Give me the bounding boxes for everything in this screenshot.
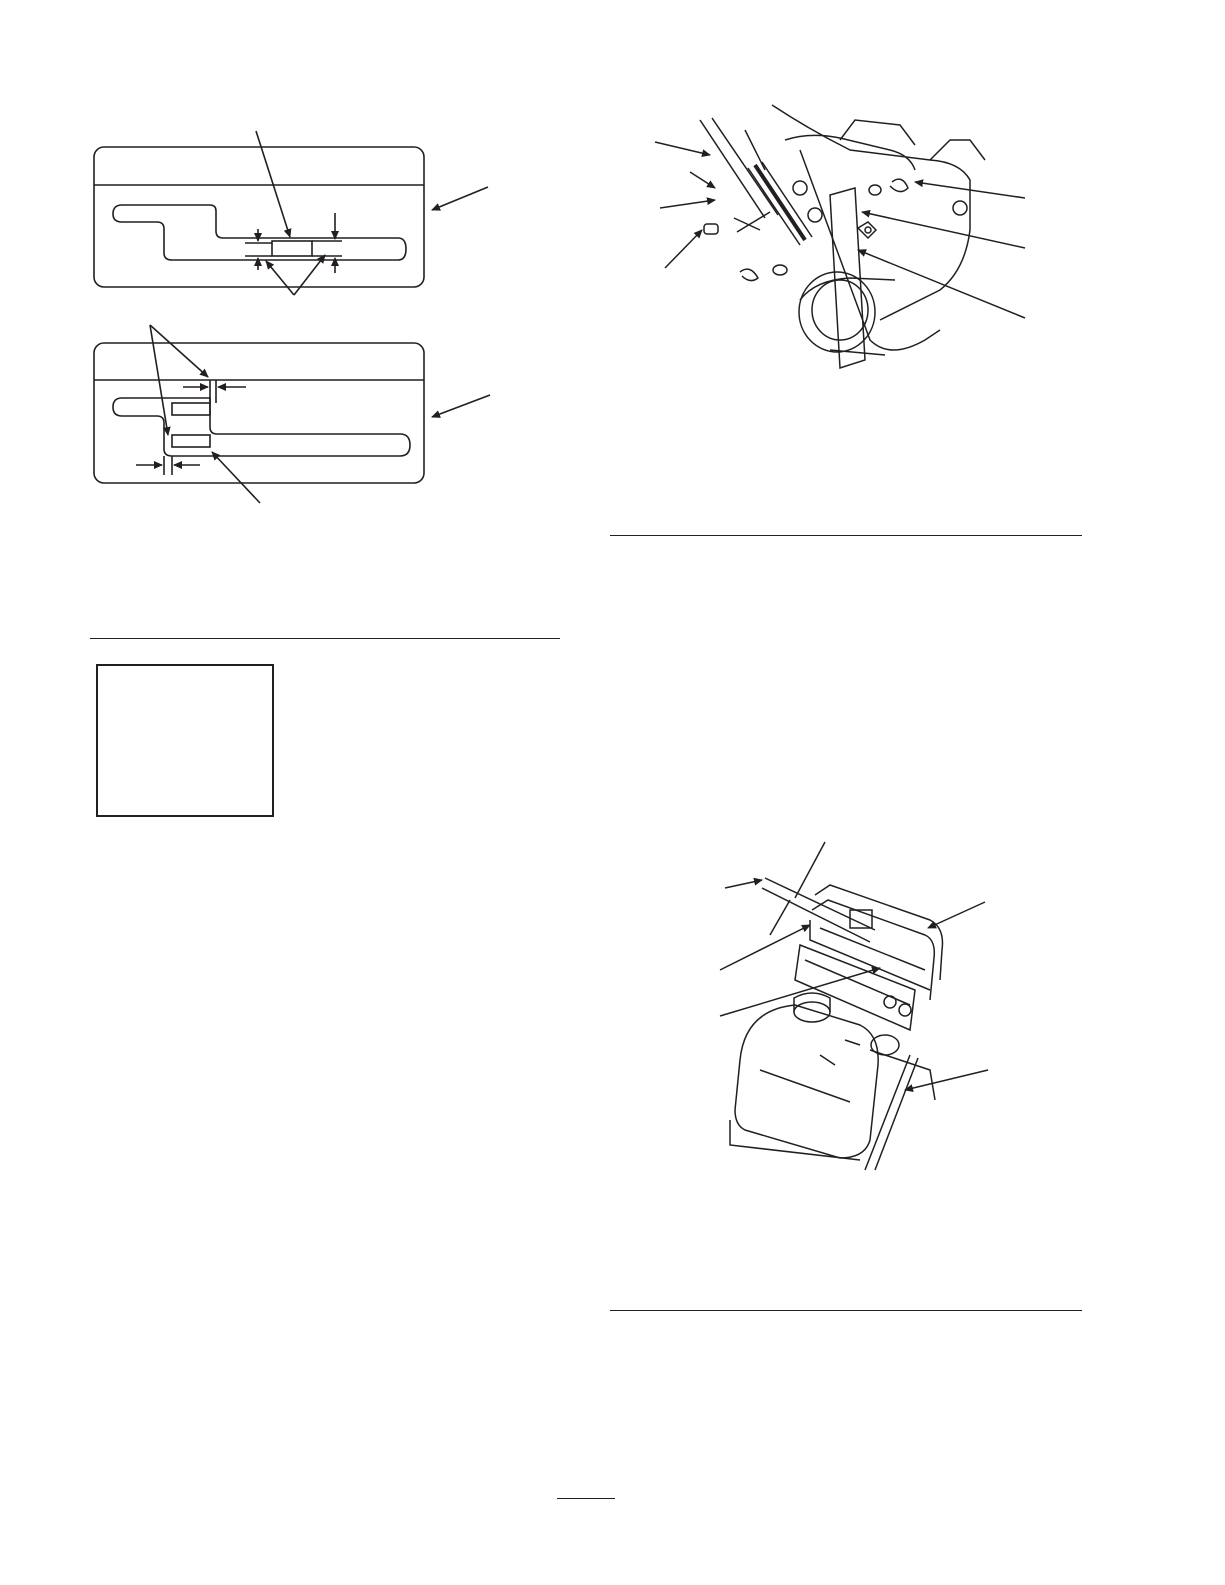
gauge-figure-drawing [80,125,510,510]
page-number-rule [557,1498,615,1499]
height-adjust-figure [640,100,1040,400]
right-column-rule-upper [610,535,1082,536]
upper-gauge-plate [94,131,488,295]
lower-gauge-plate [94,325,490,503]
gauge-figure [80,125,510,510]
notice-box [96,664,274,817]
height-adjust-drawing [640,100,1040,400]
mower-drawing [700,840,1000,1170]
left-column-rule [90,638,560,639]
mower-figure [700,840,1000,1170]
right-column-rule-lower [610,1310,1082,1311]
